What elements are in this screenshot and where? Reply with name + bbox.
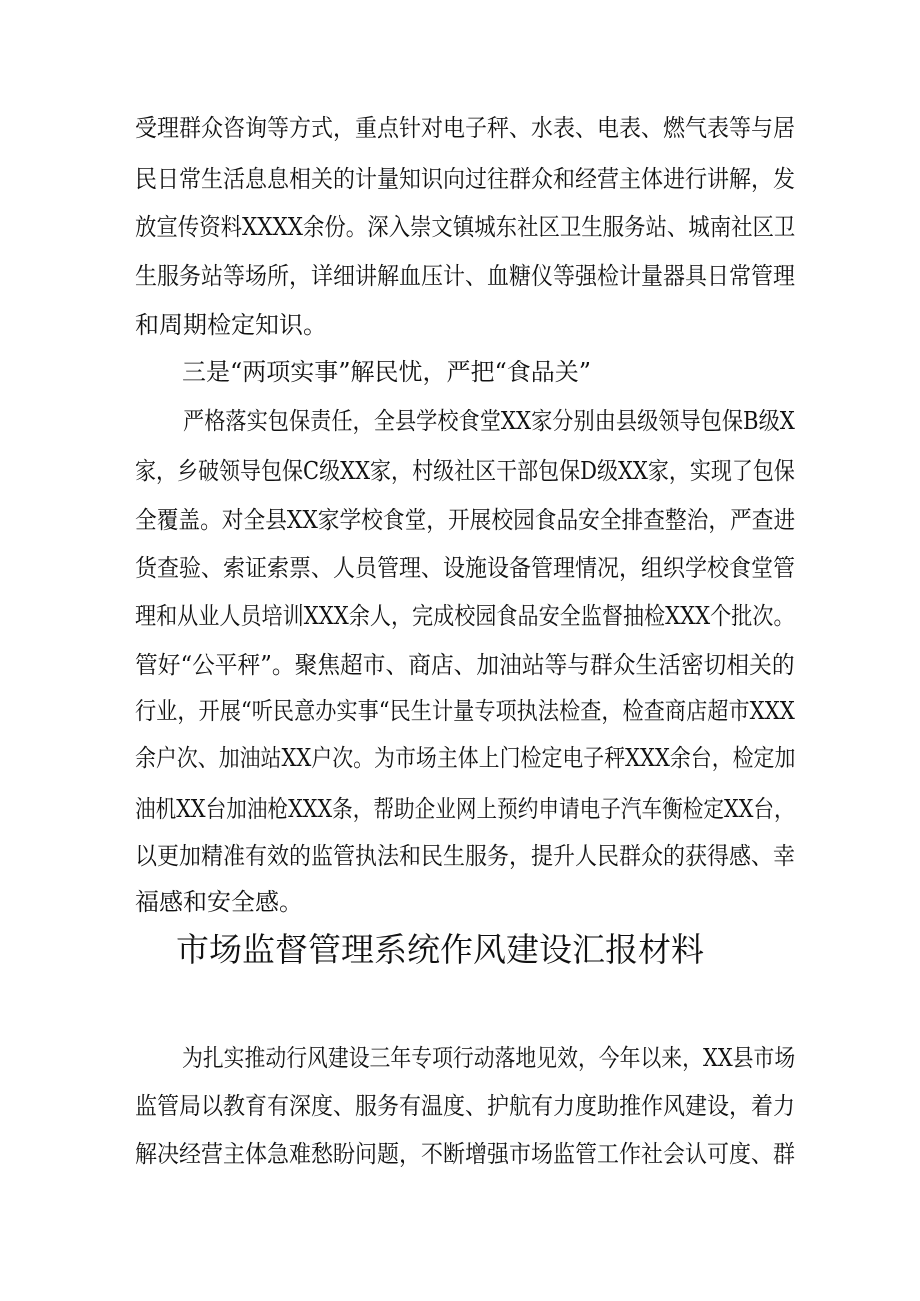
- paragraph-line: 油机XX台加油枪XXX条，帮助企业网上预约申请电子汽车衡检定XX台，: [135, 795, 795, 823]
- paragraph-line: 福感和安全感。: [135, 888, 303, 916]
- paragraph-line: 货查验、索证索票、人员管理、设施设备管理情况，组织学校食堂管: [135, 554, 796, 582]
- document-title: 市场监督管理系统作风建设汇报材料: [176, 930, 704, 969]
- paragraph-line: 受理群众咨询等方式，重点针对电子秤、水表、电表、燃气表等与居: [135, 114, 796, 142]
- paragraph-line: 监管局以教育有深度、服务有温度、护航有力度助推作风建设，着力: [135, 1092, 796, 1120]
- paragraph-line: 严格落实包保责任，全县学校食堂XX家分别由县级领导包保B级X: [183, 407, 795, 435]
- paragraph-line: 余户次、加油站XX户次。为市场主体上门检定电子秤XXX余台，检定加: [135, 744, 796, 772]
- paragraph-line: 民日常生活息息相关的计量知识向过往群众和经营主体进行讲解，发: [135, 165, 796, 193]
- paragraph-line: 管好“公平秤”。聚焦超市、商店、加油站等与群众生活密切相关的: [135, 651, 795, 679]
- paragraph-line: 放宣传资料XXXX余份。深入崇文镇城东社区卫生服务站、城南社区卫: [135, 213, 796, 241]
- paragraph-line: 行业，开展“听民意办实事“民生计量专项执法检查，检查商店超市XXX: [135, 697, 795, 725]
- paragraph-line: 以更加精准有效的监管执法和民生服务，提升人民群众的获得感、幸: [135, 842, 796, 870]
- paragraph-line: 解决经营主体急难愁盼问题，不断增强市场监管工作社会认可度、群: [135, 1140, 796, 1168]
- paragraph-line: 家，乡破领导包保C级XX家，村级社区干部包保D级XX家，实现了包保: [135, 457, 795, 485]
- paragraph-line: 为扎实推动行风建设三年专项行动落地见效，今年以来，XX县市场: [182, 1044, 796, 1072]
- paragraph-line: 生服务站等场所，详细讲解血压计、血糖仪等强检计量器具日常管理: [135, 262, 796, 290]
- paragraph-line: 全覆盖。对全县XX家学校食堂，开展校园食品安全排查整治，严查进: [135, 506, 796, 534]
- paragraph-line: 和周期检定知识。: [135, 311, 327, 339]
- section-heading: 三是“两项实事”解民忧，严把“食品关”: [182, 358, 592, 386]
- paragraph-line: 理和从业人员培训XXX余人，完成校园食品安全监督抽检XXX个批次。: [135, 602, 795, 630]
